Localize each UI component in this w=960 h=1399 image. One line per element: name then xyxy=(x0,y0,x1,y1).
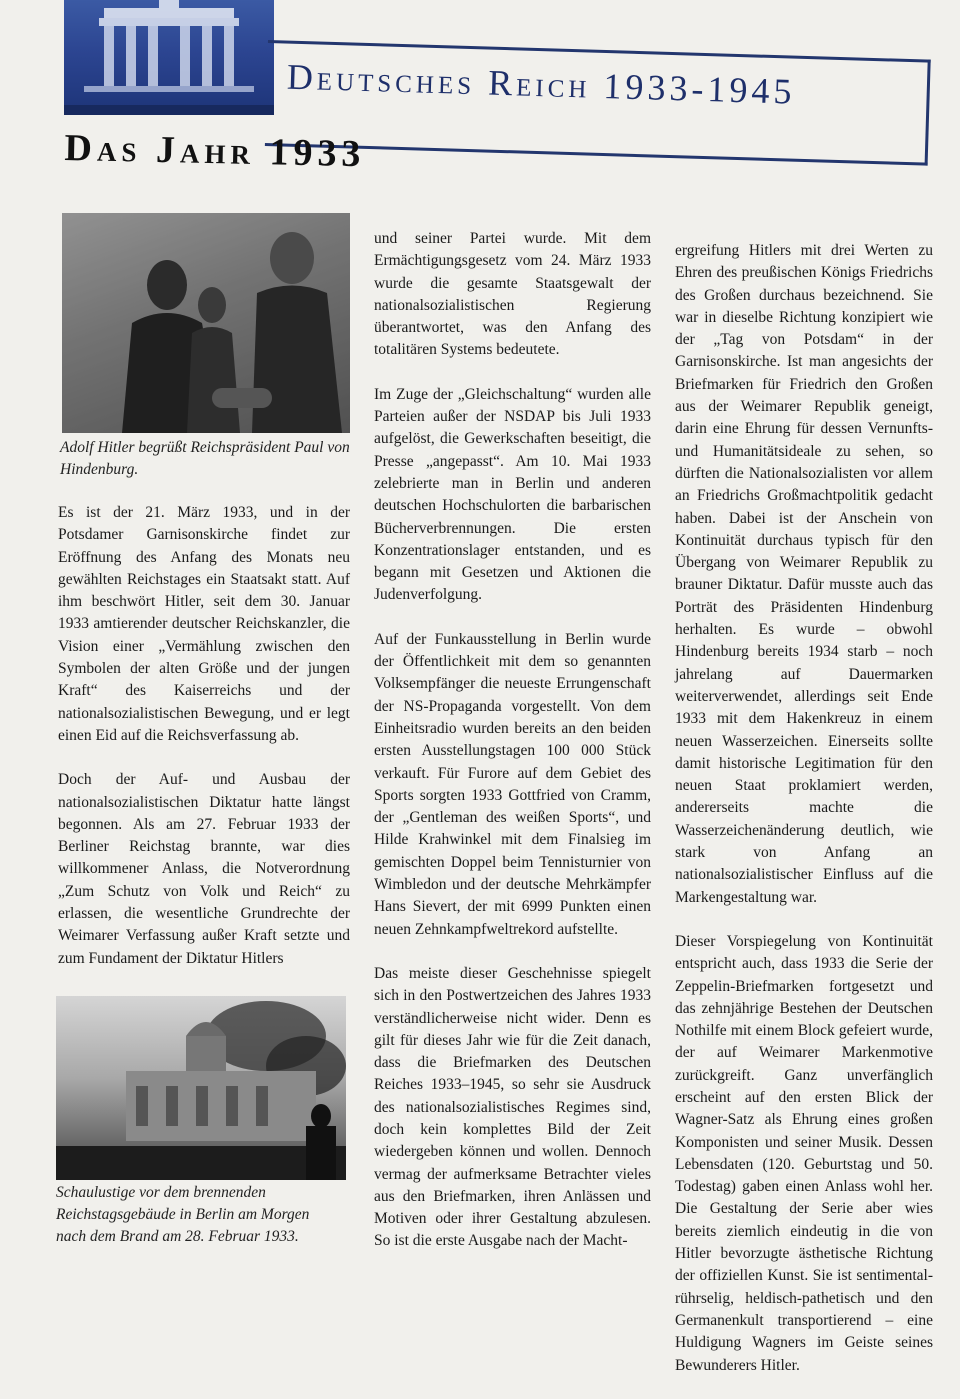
photo-hitler-hindenburg xyxy=(62,213,350,433)
photo1-caption: Adolf Hitler begrüßt Reichspräsident Paul von Hindenburg. xyxy=(60,439,350,478)
column2-paragraph-2: Im Zuge der „Gleichschaltung“ wurden alle Parteien außer der NSDAP bis Juli 1933 aufgelöst, die Gewerkschaften beseitigt, die Presse „angepasst“. Am 10. Mai 1933 zelebrierte man in Berlin und anderen deutschen Hochschulorten die barbarischen Bücherverbrennungen. Die ersten Konzentrationslager entstanden, und es begann mit Gesetzen und Aktionen die Judenverfolgung. xyxy=(374,385,651,604)
column2-paragraph-3: Auf der Funkausstellung in Berlin wurde der Öffentlichkeit mit dem so genannten Volksempfänger die neueste Errungenschaft der NS-Propaganda vorgestellt. Von dem Einheitsradio wurden bereits an den beiden ersten Ausstellungstagen 100 000 Stück verkauft. Für Furore auf dem Gebiet des Sports sorgten 1933 Gottfried von Cramm, der „Gentleman des weißen Sports“, und Hilde Krahwinkel mit dem Finalsieg im gemischten Doppel beim Tennisturnier von Wimbledon und der deutsche Mehrkämpfer Hans Sievert, der mit 6999 Punkten einen neuen Zehnkampfweltrekord aufstellte. xyxy=(374,630,651,938)
text-column-2 xyxy=(374,228,651,1275)
column3-paragraph-2: Dieser Vorspiegelung von Kontinuität entspricht auch, dass 1933 die Serie der Zeppelin-Briefmarken fortgesetzt und das zehnjährige Bestehen der Deutschen Nothilfe mit einem Block gefeiert wurde, der auf Weimarer Markenmotive zurückgreift. Ganz unverfänglich erscheint auf den ersten Blick der Wagner-Satz als Ehrung eines großen Komponisten und seiner Musik. Dessen Lebensdaten (120. Geburtstag und 50. Todestag) gaben einen Anlass wohl her. Die Gestaltung der Serie aber wies bereits ziemlich eindeutig in die von Hitler bevorzugte ästhetische Richtung der offiziellen Kunst. Sie ist sentimental-rührselig, heldisch-pathetisch und den Germanenkult transportierend – eine Huldigung Wagners im Geiste seines Bewunderers Hitler. xyxy=(675,932,933,1374)
column2-paragraph-4: Das meiste dieser Geschehnisse spiegelt sich in den Postwertzeichen des Jahres 1933 verständlicherweise nicht wider. Denn es gilt für dieses Jahr wie für die Zeit danach, dass die Briefmarken des Deutschen Reiches 1933–1945, so sehr sie Ausdruck des nationalsozialistisches Regimes sind, doch kein komplettes Bild der Zeit wiedergeben können und wollen. Dennoch vermag der aufmerksame Betrachter vieles aus den Briefmarken, ihren Anlässen und Motiven oder ihrer Gestaltung abzulesen. So ist die erste Ausgabe nach der Macht- xyxy=(374,964,651,1250)
photo2-caption: Schaulustige vor dem brennenden Reichstagsgebäude in Berlin am Morgen nach dem Brand am 28. Februar 1933. xyxy=(56,1184,310,1245)
photo-placeholder-building xyxy=(56,996,346,1180)
brandenburg-gate-icon xyxy=(64,0,274,115)
photo-reichstag-fire xyxy=(56,996,346,1180)
column3-paragraph-1: ergreifung Hitlers mit drei Werten zu Ehren des preußischen Königs Friedrichs des Großen durchaus bezeichnend. Sie war in dieselbe Richtung konzipiert wie der „Tag von Potsdam“ in der Garnisonskirche. Ist man angesichts der Briefmarken für Friedrich den Großen aus der Weimarer Republik geneigt, darin eine Ehrung für dessen Vernunfts- und Humanitätsideale zu sehen, so dürften die Nationalsozialisten vor allem an Friedrichs Großmachtpolitik gedacht haben. Dabei ist der Anschein von Kontinuität durchaus typisch für den Übergang von Weimarer Republik zu brauner Diktatur. Dafür musste auch das Porträt des Präsidenten Hindenburg herhalten. Es wurde – obwohl Hindenburg bereits 1934 starb – noch jahrelang auf Dauermarken weiterverwendet, allerdings seit Ende 1933 mit dem Hakenkreuz in einem neuen Wasserzeichen. Einerseits sollte damit historische Legitimation für den neuen Staat proklamiert werden, andererseits machte die Wasserzeichenänderung deutlich, wie stark von Anfang an nationalsozialistischer Einfluss auf die Markengestaltung war. xyxy=(675,242,933,906)
column2-paragraph-1: und seiner Partei wurde. Mit dem Ermächtigungsgesetz vom 24. März 1933 wurde die gesamte Staatsgewalt der nationalsozialistischen Regierung überantwortet, was den Anfang des totalitären Systems bedeutete. xyxy=(374,230,651,359)
photo-placeholder-figures xyxy=(62,213,350,433)
page-title: Deutsches Reich 1933-1945 xyxy=(286,56,797,112)
column1-paragraph-1: Es ist der 21. März 1933, und in der Potsdamer Garnisonskirche findet zur Eröffnung des Anfang des Monats neu gewählten Reichstages ein Staatsakt statt. Auf ihm beschwört Hitler, seit dem 30. Januar 1933 amtierender deutscher Reichskanzler, die Vision einer „Vermählung zwischen den Symbolen der alten Größe und der jungen Kraft“ des Kaiserreichs und der nationalsozialistischen Bewegung, und er legt einen Eid auf die Reichsverfassung ab. xyxy=(58,504,350,744)
header-banner xyxy=(64,0,274,115)
text-column-1 xyxy=(58,502,350,992)
text-column-3 xyxy=(675,240,933,1399)
section-heading: Das Jahr 1933 xyxy=(64,126,366,176)
column1-paragraph-2: Doch der Auf- und Ausbau der nationalsozialistischen Diktatur hatte längst begonnen. Als am 27. Februar 1933 der Berliner Reichstag brannte, war dies willkommener Anlass, die Notverordnung „Zum Schutz von Volk und Reich“ zu erlassen, die wesentliche Grundrechte der Weimarer Verfassung außer Kraft setzte und zum Fundament der Diktatur Hitlers xyxy=(58,771,350,967)
